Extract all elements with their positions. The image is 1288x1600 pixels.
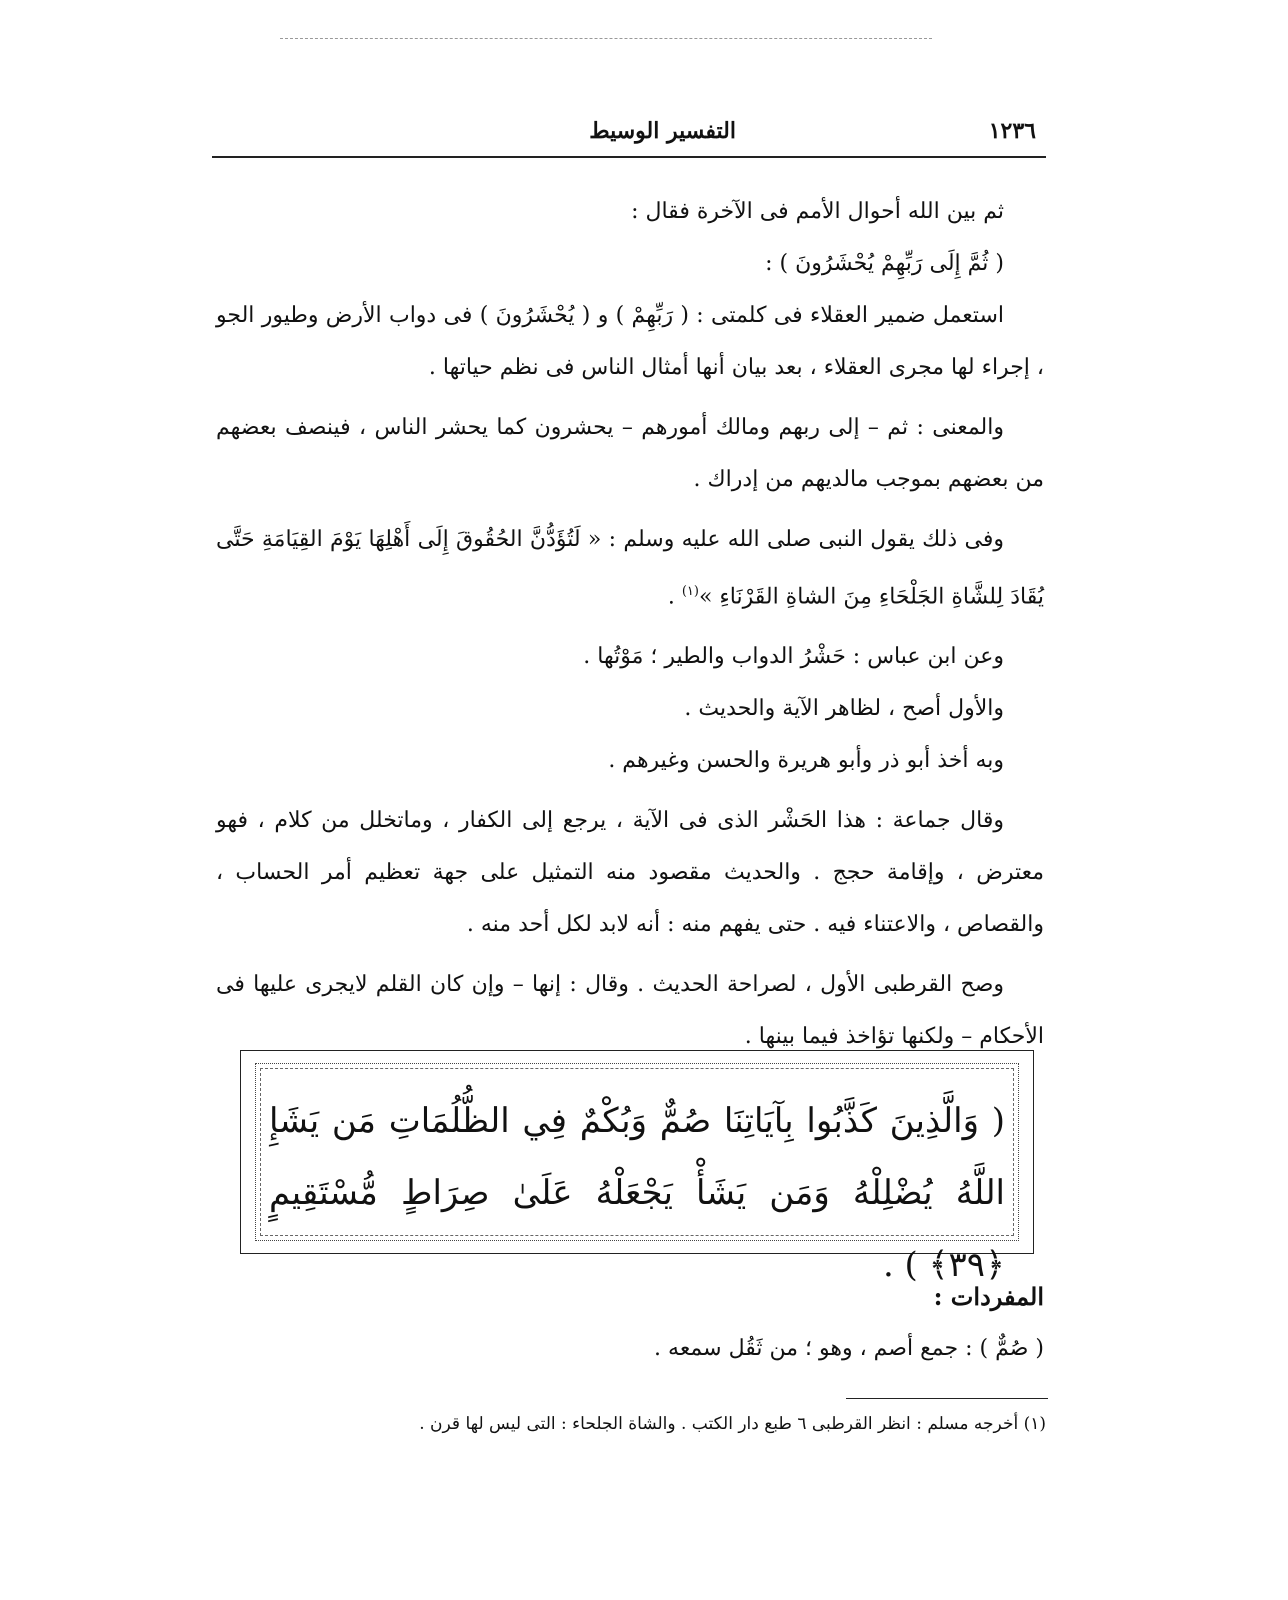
paragraph: وقال جماعة : هذا الحَشْر الذى فى الآية ، يرجع إلى الكفار ، وماتخلل من كلام ، فهو معترض ، وإقامة حجج . والحديث مقصود منه التمثيل على جهة تعظيم أمر الحساب ، والقصاص ، والاعتناء فيه . حتى يفهم منه : أنه لابد لكل أحد منه . <box>216 808 1044 938</box>
quran-verse: ( وَالَّذِينَ كَذَّبُوا بِآيَاتِنَا صُمٌّ وَبُكْمٌ فِي الظُّلُمَاتِ مَن يَشَإِ اللَّهُ يُضْلِلْهُ وَمَن يَشَأْ يَجْعَلْهُ عَلَىٰ صِرَاطٍ مُّسْتَقِيمٍ ﴿٣٩﴾ ) . <box>269 1101 1006 1285</box>
verse-frame <box>240 1050 1034 1285</box>
paragraph: استعمل ضمير العقلاء فى كلمتى : ( رَبِّهِمْ ) و ( يُحْشَرُونَ ) فى دواب الأرض وطيور الجو ، إجراء لها مجرى العقلاء ، بعد بيان أنها أمثال الناس فى نظم حياتها . <box>216 303 1044 380</box>
quran-quote: ( ثُمَّ إِلَى رَبِّهِمْ يُحْشَرُونَ ) : <box>765 251 1004 276</box>
footnote-separator <box>846 1398 1048 1399</box>
body-text <box>216 186 1044 1063</box>
page-header <box>212 112 1046 158</box>
paragraph: ثم بين الله أحوال الأمم فى الآخرة فقال : <box>631 199 1004 224</box>
paragraph: والمعنى : ثم – إلى ربهم ومالك أمورهم – يحشرون كما يحشر الناس ، فينصف بعضهم من بعضهم بموجب مالديهم من إدراك . <box>216 415 1044 492</box>
hadith-end: . <box>667 584 682 610</box>
footnote: (١) أخرجه مسلم : انظر القرطبى ٦ طبع دار الكتب . والشاة الجلحاء : التى ليس لها قرن . <box>419 1414 1046 1434</box>
vocabulary-item: ( صُمٌّ ) : جمع أصم ، وهو ؛ من ثَقُل سمعه . <box>654 1336 1044 1361</box>
running-title: التفسير الوسيط <box>589 118 736 144</box>
paragraph: والأول أصح ، لظاهر الآية والحديث . <box>684 696 1004 722</box>
paragraph: وعن ابن عباس : حَشْرُ الدواب والطير ؛ مَوْتُها . <box>583 644 1004 670</box>
hadith-paragraph <box>216 514 1044 623</box>
top-decorative-rule <box>280 38 932 39</box>
paragraph: وصح القرطبى الأول ، لصراحة الحديث . وقال : إنها – وإن كان القلم لايجرى عليها فى الأحكام – ولكنها تؤاخذ فيما بينها . <box>216 972 1044 1050</box>
hadith-text: وفى ذلك يقول النبى صلى الله عليه وسلم : « لَتُؤَدُّنَّ الحُقُوقَ إِلَى أَهْلِهَا يَوْمَ القِيَامَةِ حَتَّى يُقَادَ لِلشَّاةِ الجَلْحَاءِ مِنَ الشاةِ القَرْنَاءِ » <box>216 527 1044 610</box>
vocabulary-heading: المفردات : <box>933 1282 1044 1311</box>
footnote-reference: (١) <box>681 584 699 599</box>
paragraph: وبه أخذ أبو ذر وأبو هريرة والحسن وغيرهم . <box>608 748 1004 774</box>
page-number: ١٢٣٦ <box>988 118 1036 144</box>
